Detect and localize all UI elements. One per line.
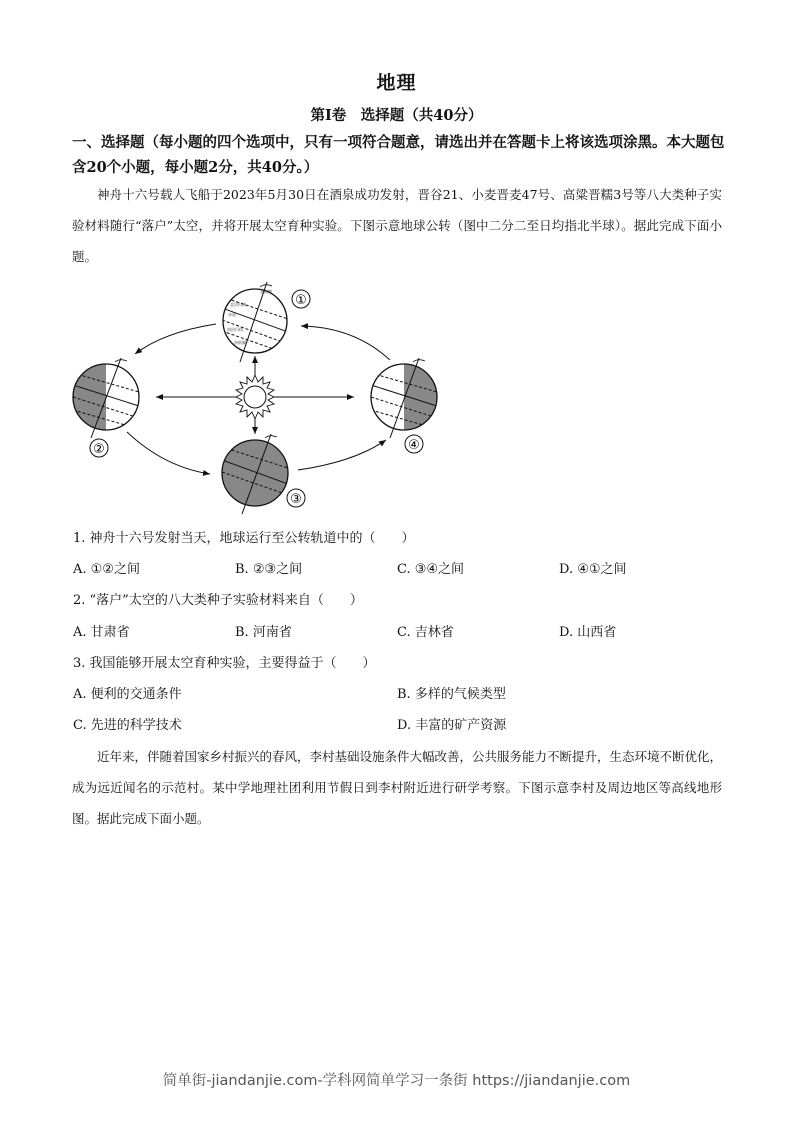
svg-text:南回归线: 南回归线 <box>227 327 243 332</box>
svg-text:北回归线: 北回归线 <box>230 302 246 307</box>
globe-3 <box>222 434 305 514</box>
section-instructions: 一、选择题（每小题的四个选项中，只有一项符合题意，请选出并在答题卡上将该选项涂黑。本大题包含20个小题，每小题2分，共40分。） <box>72 134 725 176</box>
svg-text:南极圈: 南极圈 <box>234 340 246 345</box>
q1-option-c[interactable]: C. ③④之间 <box>397 562 465 577</box>
earth-revolution-figure <box>64 282 454 514</box>
globe-2 <box>73 358 139 457</box>
passage-shenzhou: 神舟十六号载人飞船于2023年5月30日在酒泉成功发射，晋谷21、小麦晋麦47号、高粱晋糯3号等八大类种子实验材料随行“落户”太空，并将开展太空育种实验。下图示意地球公转（图中二分二至日均指北半球）。据此完成下面小题。 <box>72 187 722 264</box>
q3-option-a[interactable]: A. 便利的交通条件 <box>73 687 182 702</box>
q2-option-d[interactable]: D. 山西省 <box>559 625 617 640</box>
svg-text:北极圈: 北极圈 <box>260 289 272 294</box>
q1-option-a[interactable]: A. ①②之间 <box>73 562 140 577</box>
question-3-stem: 3. 我国能够开展太空育种实验，主要得益于（ ） <box>73 656 376 671</box>
q2-option-b[interactable]: B. 河南省 <box>235 625 292 640</box>
label-3: ③ <box>290 492 302 507</box>
label-4: ④ <box>408 438 420 453</box>
q2-option-c[interactable]: C. 吉林省 <box>397 625 454 640</box>
q1-option-b[interactable]: B. ②③之间 <box>235 562 303 577</box>
q2-option-a[interactable]: A. 甘肃省 <box>73 625 130 640</box>
passage-li-village: 近年来，伴随着国家乡村振兴的春风，李村基础设施条件大幅改善，公共服务能力不断提升，生态环境不断优化，成为远近闻名的示范村。某中学地理社团利用节假日到李村附近进行研学考察。下图示意李村及周边地区等高线地形图。据此完成下面小题。 <box>72 749 723 826</box>
sun-icon <box>236 375 274 419</box>
footer-watermark: 简单街-jiandanjie.com-学科网简单学习一条街 https://jiandanjie.com <box>162 1073 631 1089</box>
label-2: ② <box>93 442 105 457</box>
section-subtitle: 第Ⅰ卷 选择题（共40分） <box>310 107 483 124</box>
svg-text:赤道: 赤道 <box>228 312 236 317</box>
label-1: ① <box>295 293 307 308</box>
question-1-stem: 1. 神舟十六号发射当天，地球运行至公转轨道中的（ ） <box>73 531 415 546</box>
question-2-stem: 2. “落户”太空的八大类种子实验材料来自（ ） <box>73 593 363 608</box>
q3-option-d[interactable]: D. 丰富的矿产资源 <box>397 718 507 733</box>
globe-1 <box>222 282 310 362</box>
page-title: 地理 <box>376 72 417 94</box>
globe-4 <box>371 358 437 453</box>
q3-option-c[interactable]: C. 先进的科学技术 <box>73 718 182 733</box>
q3-option-b[interactable]: B. 多样的气候类型 <box>397 687 506 702</box>
q1-option-d[interactable]: D. ④①之间 <box>559 562 627 577</box>
